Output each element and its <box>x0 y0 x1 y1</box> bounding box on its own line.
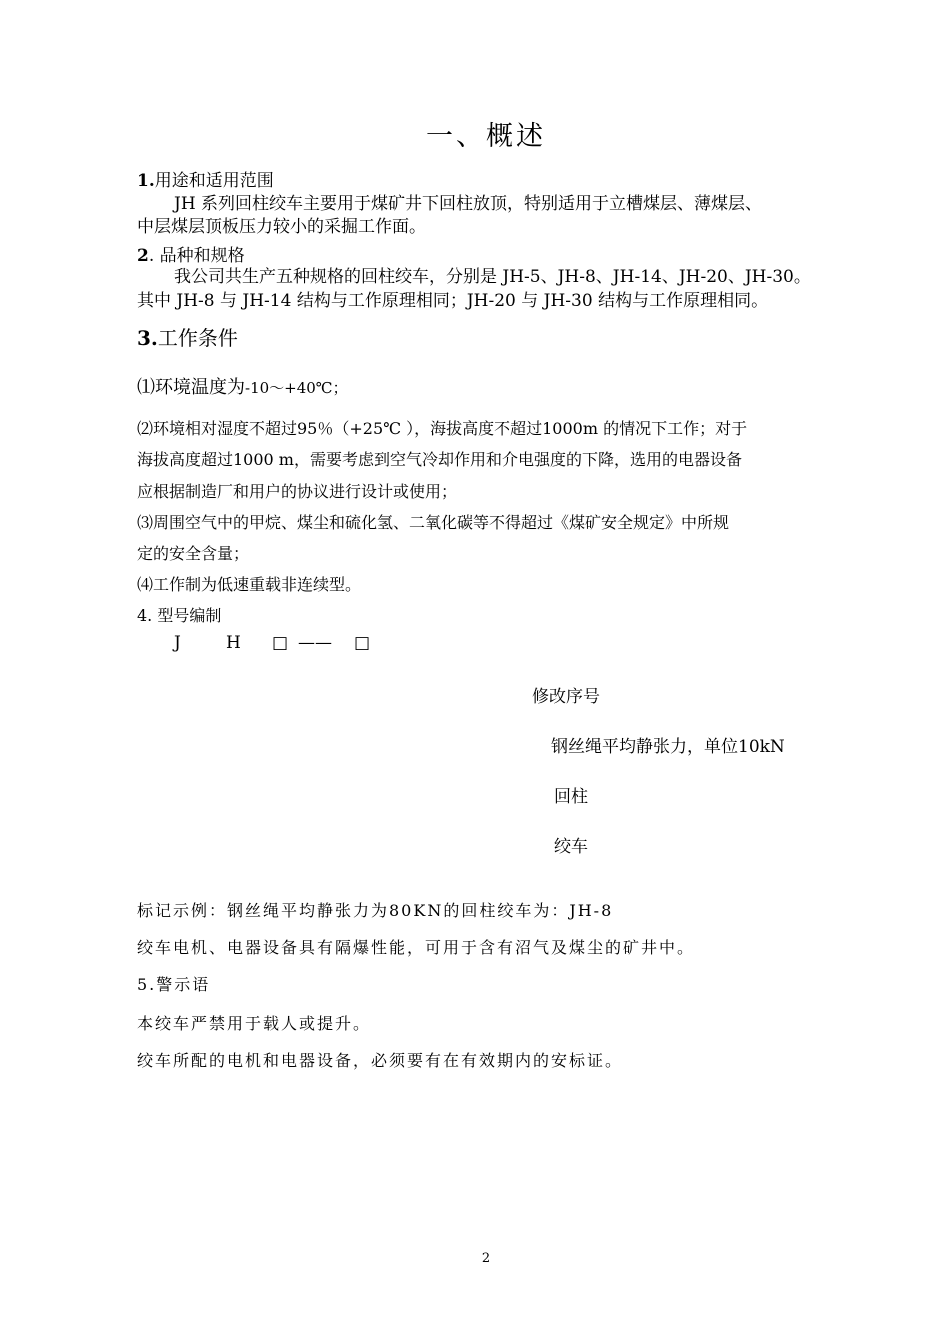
code-dash: —— <box>298 633 332 653</box>
section-1-body-line-1: JH 系列回柱绞车主要用于煤矿井下回柱放顶，特别适用于立槽煤层、薄煤层、 <box>174 194 763 214</box>
condition-1 <box>137 373 348 399</box>
condition-3-line-2: 定的安全含量； <box>137 544 250 563</box>
section-2-heading <box>137 241 245 266</box>
page-title: 一、概述 <box>426 121 546 152</box>
code-box-1: □ <box>272 633 289 653</box>
section-3-heading <box>137 322 238 351</box>
page-number: 2 <box>481 1251 491 1266</box>
code-box-2: □ <box>354 633 371 653</box>
marking-example: 标记示例：钢丝绳平均静张力为80KN的回柱绞车为：JH-8 <box>137 901 614 920</box>
section-2-body-line-2: 其中 JH-8 与 JH-14 结构与工作原理相同；JH-20 与 JH-30 结构与工作原理相同。 <box>137 291 769 311</box>
condition-1-value: -10～+40℃； <box>245 379 348 397</box>
section-1-number: 1. <box>137 171 155 191</box>
section-1-body-line-2: 中层煤层顶板压力较小的采掘工作面。 <box>137 217 426 237</box>
code-letter-h: H <box>226 633 241 653</box>
section-1-heading <box>137 166 274 191</box>
legend-winch: 绞车 <box>554 837 588 857</box>
section-3-title: 工作条件 <box>157 326 238 350</box>
condition-2-line-2: 海拔高度超过1000 m，需要考虑到空气冷却作用和介电强度的下降，选用的电器设备 <box>137 450 742 469</box>
legend-prop: 回柱 <box>554 787 588 807</box>
code-letter-j: J <box>174 633 181 653</box>
condition-1-label: ⑴环境温度为 <box>137 377 245 398</box>
section-5-heading: 5.警示语 <box>137 975 211 994</box>
warning-1: 本绞车严禁用于载人或提升。 <box>137 1014 372 1033</box>
section-2-number: 2 <box>137 246 149 266</box>
section-3-number: 3. <box>137 326 158 350</box>
condition-3-line-1: ⑶周围空气中的甲烷、煤尘和硫化氢、二氧化碳等不得超过《煤矿安全规定》中所规 <box>137 513 730 532</box>
condition-4: ⑷工作制为低速重载非连续型。 <box>137 575 362 594</box>
section-2-title: . 品种和规格 <box>148 246 245 266</box>
condition-2-line-1: ⑵环境相对湿度不超过95％（+25℃ ），海拔高度不超过1000m 的情况下工作；对于 <box>137 419 748 438</box>
legend-revision: 修改序号 <box>532 687 600 707</box>
condition-2-line-3: 应根据制造厂和用户的协议进行设计或使用； <box>137 482 458 501</box>
section-1-title: 用途和适用范围 <box>154 171 274 191</box>
section-2-body-line-1: 我公司共生产五种规格的回柱绞车，分别是 JH-5、JH-8、JH-14、JH-20、JH-30。 <box>174 267 811 287</box>
model-code <box>174 633 370 653</box>
warning-2: 绞车所配的电机和电器设备，必须要有在有效期内的安标证。 <box>137 1051 624 1070</box>
explosion-proof-note: 绞车电机、电器设备具有隔爆性能，可用于含有沼气及煤尘的矿井中。 <box>137 938 696 957</box>
section-4-heading: 4. 型号编制 <box>137 606 222 625</box>
legend-tension: 钢丝绳平均静张力，单位10kN <box>551 737 785 757</box>
